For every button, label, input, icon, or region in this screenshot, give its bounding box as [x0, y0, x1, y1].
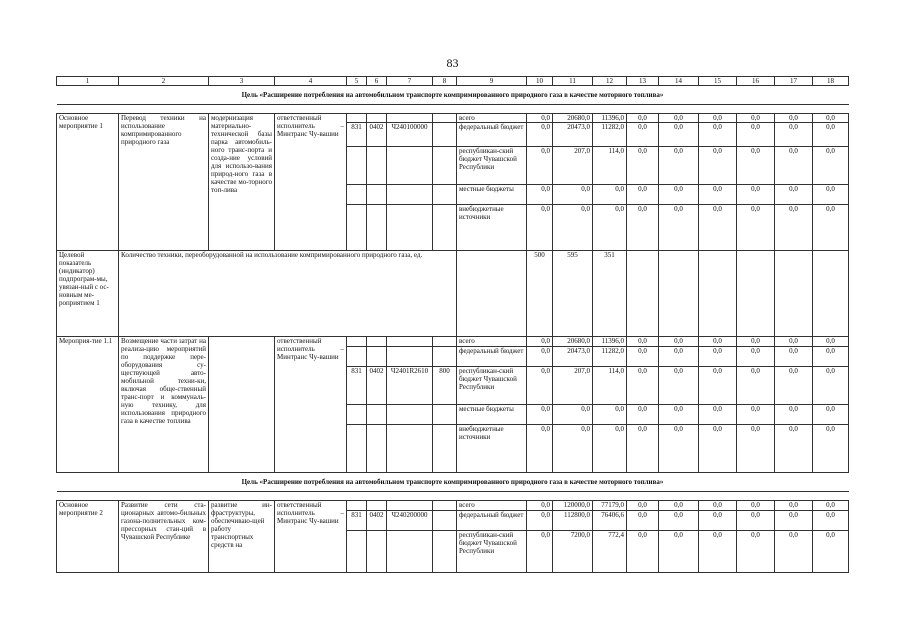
goal-title: Цель «Расширение потребления на автомобильном транспорте компримированного природного газа в качестве моторного топлива» [57, 473, 849, 492]
budget-code-c7 [387, 405, 433, 425]
funding-value: 0,0 [699, 425, 737, 473]
budget-code-c5 [347, 205, 367, 251]
funding-source: всего [457, 337, 527, 347]
funding-value: 0,0 [593, 205, 627, 251]
funding-value: 114,0 [593, 367, 627, 405]
budget-code-c5: 831 [347, 123, 367, 147]
funding-value: 0,0 [659, 185, 699, 205]
funding-value: 0,0 [813, 425, 849, 473]
funding-value: 772,4 [593, 531, 627, 573]
funding-value: 0,0 [775, 405, 813, 425]
funding-source: внебюджетные источники [457, 425, 527, 473]
target-text: Количество техники, переоборудованной на использование компримированного природного газа, ед. [119, 251, 457, 337]
funding-value: 0,0 [737, 185, 775, 205]
funding-value: 0,0 [659, 531, 699, 573]
expected-result: развитие ин-фраструктуры, обеспечиваю-щей работу транспортных средств на [209, 501, 275, 573]
column-number: 1 [57, 77, 119, 86]
funding-value: 0,0 [737, 425, 775, 473]
budget-code-c6 [367, 531, 387, 573]
funding-value: 207,0 [553, 367, 593, 405]
budget-code-c6 [367, 337, 387, 347]
funding-value: 0,0 [527, 185, 553, 205]
funding-value: 0,0 [659, 337, 699, 347]
funding-value: 0,0 [627, 205, 659, 251]
funding-value: 0,0 [627, 501, 659, 511]
funding-value: 0,0 [659, 147, 699, 185]
target-empty [659, 251, 699, 337]
program-table [56, 76, 849, 573]
funding-value: 0,0 [813, 147, 849, 185]
funding-value: 0,0 [775, 114, 813, 123]
budget-code-c7 [387, 337, 433, 347]
funding-source: республикан-ский бюджет Чувашской Республики [457, 367, 527, 405]
column-number: 16 [737, 77, 775, 86]
budget-code-c7: Ч240200000 [387, 511, 433, 531]
budget-code-c7 [387, 185, 433, 205]
budget-code-c5 [347, 347, 367, 367]
funding-value: 0,0 [737, 205, 775, 251]
column-number: 2 [119, 77, 209, 86]
funding-value: 11282,0 [593, 123, 627, 147]
funding-value: 20473,0 [553, 347, 593, 367]
funding-value: 0,0 [627, 123, 659, 147]
budget-code-c6 [367, 347, 387, 367]
measure-description: Перевод техники на использование компримированного природного газа [119, 114, 209, 251]
funding-value: 0,0 [737, 405, 775, 425]
budget-code-c6 [367, 147, 387, 185]
column-number: 13 [627, 77, 659, 86]
funding-value: 0,0 [553, 185, 593, 205]
budget-code-c8 [433, 425, 457, 473]
budget-code-c8 [433, 114, 457, 123]
target-value: 595 [553, 251, 593, 337]
funding-value: 0,0 [737, 123, 775, 147]
goal-title: Цель «Расширение потребления на автомобильном транспорте компримированного природного газа в качестве моторного топлива» [57, 86, 849, 105]
funding-value: 0,0 [737, 337, 775, 347]
budget-code-c7 [387, 205, 433, 251]
executor: ответственный исполнитель – Минтранс Чу-вашии [275, 337, 347, 473]
column-number: 4 [275, 77, 347, 86]
funding-value: 120000,0 [553, 501, 593, 511]
budget-code-c8 [433, 337, 457, 347]
page-number: 83 [446, 56, 459, 70]
budget-code-c8 [433, 531, 457, 573]
funding-value: 0,0 [775, 347, 813, 367]
funding-value: 0,0 [775, 337, 813, 347]
funding-value: 114,0 [593, 147, 627, 185]
funding-value: 0,0 [627, 531, 659, 573]
table-row [57, 337, 849, 347]
budget-code-c5 [347, 501, 367, 511]
funding-value: 0,0 [627, 511, 659, 531]
budget-code-c5: 831 [347, 367, 367, 405]
spacer-cell [57, 105, 849, 114]
funding-value: 20473,0 [553, 123, 593, 147]
budget-code-c5 [347, 531, 367, 573]
funding-value: 0,0 [775, 511, 813, 531]
target-empty [457, 251, 527, 337]
funding-value: 0,0 [699, 367, 737, 405]
column-number: 7 [387, 77, 433, 86]
budget-code-c8: 800 [433, 367, 457, 405]
column-number: 15 [699, 77, 737, 86]
budget-code-c6: 0402 [367, 123, 387, 147]
funding-value: 0,0 [527, 347, 553, 367]
funding-value: 0,0 [659, 501, 699, 511]
budget-code-c7 [387, 147, 433, 185]
funding-value: 0,0 [813, 501, 849, 511]
funding-value: 0,0 [699, 531, 737, 573]
budget-code-c6: 0402 [367, 367, 387, 405]
funding-value: 20680,0 [553, 337, 593, 347]
funding-value: 0,0 [699, 501, 737, 511]
spacer-cell [57, 492, 849, 501]
funding-value: 0,0 [593, 425, 627, 473]
funding-value: 76406,6 [593, 511, 627, 531]
funding-value: 0,0 [699, 147, 737, 185]
target-empty [737, 251, 775, 337]
budget-code-c5 [347, 185, 367, 205]
funding-value: 0,0 [699, 347, 737, 367]
funding-value: 0,0 [659, 367, 699, 405]
measure-name: Основное мероприятие 1 [57, 114, 119, 251]
budget-code-c7 [387, 425, 433, 473]
funding-value: 0,0 [813, 205, 849, 251]
funding-value: 0,0 [775, 501, 813, 511]
funding-value: 0,0 [775, 367, 813, 405]
funding-value: 0,0 [627, 185, 659, 205]
column-number: 18 [813, 77, 849, 86]
budget-code-c8 [433, 123, 457, 147]
funding-value: 11396,0 [593, 114, 627, 123]
target-label: Целевой показатель (индикатор) подпрограм-мы, увязан-ный с ос-новным ме-роприятием 1 [57, 251, 119, 337]
funding-value: 0,0 [813, 367, 849, 405]
funding-value: 0,0 [627, 347, 659, 367]
funding-value: 0,0 [699, 114, 737, 123]
funding-source: местные бюджеты [457, 405, 527, 425]
funding-value: 11282,0 [593, 347, 627, 367]
expected-result: модернизация материально-технической базы парка автомобиль-ного транс-порта и созда-ние условий для использо-вания природ-ного газа в качестве мо-торного топ-лива [209, 114, 275, 251]
budget-code-c6 [367, 205, 387, 251]
funding-value: 0,0 [659, 405, 699, 425]
budget-code-c7: Ч240100000 [387, 123, 433, 147]
funding-value: 0,0 [627, 147, 659, 185]
funding-value: 0,0 [699, 337, 737, 347]
funding-value: 0,0 [737, 114, 775, 123]
budget-code-c5 [347, 114, 367, 123]
funding-value: 0,0 [775, 185, 813, 205]
column-number: 3 [209, 77, 275, 86]
executor: ответственный исполнитель – Минтранс Чу-вашии [275, 114, 347, 251]
funding-value: 0,0 [813, 123, 849, 147]
budget-code-c8 [433, 147, 457, 185]
budget-code-c5 [347, 337, 367, 347]
target-value: 500 [527, 251, 553, 337]
funding-value: 0,0 [527, 511, 553, 531]
funding-value: 0,0 [699, 205, 737, 251]
column-number: 17 [775, 77, 813, 86]
funding-value: 0,0 [775, 123, 813, 147]
funding-value: 0,0 [699, 123, 737, 147]
budget-code-c8 [433, 185, 457, 205]
column-number: 6 [367, 77, 387, 86]
funding-value: 0,0 [699, 185, 737, 205]
funding-value: 20680,0 [553, 114, 593, 123]
funding-value: 0,0 [659, 123, 699, 147]
funding-source: федеральный бюджет [457, 123, 527, 147]
funding-value: 0,0 [659, 347, 699, 367]
column-number: 12 [593, 77, 627, 86]
budget-code-c5 [347, 425, 367, 473]
funding-value: 0,0 [775, 205, 813, 251]
funding-value: 112800,0 [553, 511, 593, 531]
funding-value: 0,0 [699, 405, 737, 425]
target-value: 351 [593, 251, 627, 337]
funding-value: 0,0 [527, 531, 553, 573]
funding-value: 0,0 [659, 114, 699, 123]
funding-value: 0,0 [813, 337, 849, 347]
budget-code-c6 [367, 425, 387, 473]
measure-name: Основное мероприятие 2 [57, 501, 119, 573]
funding-source: федеральный бюджет [457, 511, 527, 531]
budget-code-c8 [433, 347, 457, 367]
budget-code-c6: 0402 [367, 511, 387, 531]
funding-value: 0,0 [527, 205, 553, 251]
funding-value: 0,0 [527, 367, 553, 405]
funding-source: внебюджетные источники [457, 205, 527, 251]
spacer-row [57, 105, 849, 114]
target-empty [699, 251, 737, 337]
funding-value: 0,0 [527, 114, 553, 123]
funding-value: 0,0 [813, 114, 849, 123]
funding-source: республикан-ский бюджет Чувашской Республики [457, 147, 527, 185]
measure-description: Развитие сети ста-ционарных автомо-бильных газона-полнительных ком-прессорных стан-ций в Чувашской Республике [119, 501, 209, 573]
funding-source: местные бюджеты [457, 185, 527, 205]
budget-code-c6 [367, 114, 387, 123]
measure-name: Мероприя-тие 1.1 [57, 337, 119, 473]
budget-code-c7 [387, 501, 433, 511]
budget-code-c6 [367, 405, 387, 425]
funding-value: 0,0 [737, 367, 775, 405]
budget-code-c5 [347, 147, 367, 185]
funding-source: всего [457, 501, 527, 511]
column-number: 10 [527, 77, 553, 86]
column-number: 14 [659, 77, 699, 86]
funding-value: 0,0 [737, 347, 775, 367]
column-number: 11 [553, 77, 593, 86]
funding-value: 0,0 [527, 337, 553, 347]
funding-value: 0,0 [527, 501, 553, 511]
target-empty [813, 251, 849, 337]
budget-code-c7: Ч2401R2610 [387, 367, 433, 405]
funding-value: 0,0 [527, 123, 553, 147]
funding-value: 0,0 [775, 147, 813, 185]
table-row [57, 501, 849, 511]
funding-value: 0,0 [813, 531, 849, 573]
funding-value: 0,0 [593, 405, 627, 425]
funding-value: 0,0 [553, 205, 593, 251]
budget-code-c8 [433, 205, 457, 251]
funding-value: 0,0 [527, 147, 553, 185]
funding-value: 0,0 [553, 405, 593, 425]
funding-value: 0,0 [737, 147, 775, 185]
target-empty [775, 251, 813, 337]
funding-value: 0,0 [659, 205, 699, 251]
funding-value: 0,0 [527, 405, 553, 425]
column-number: 8 [433, 77, 457, 86]
funding-value: 11396,0 [593, 337, 627, 347]
funding-value: 0,0 [659, 511, 699, 531]
funding-source: федеральный бюджет [457, 347, 527, 367]
funding-value: 0,0 [553, 425, 593, 473]
column-number: 9 [457, 77, 527, 86]
funding-value: 0,0 [775, 531, 813, 573]
table-row [57, 114, 849, 123]
target-row [57, 251, 849, 337]
budget-code-c7 [387, 347, 433, 367]
budget-code-c8 [433, 501, 457, 511]
budget-code-c5 [347, 405, 367, 425]
funding-value: 0,0 [813, 347, 849, 367]
measure-description: Возмещение части затрат на реализа-цию мероприятий по поддержке пере-оборудования су-ществующей авто-мобильной техни-ки, включая обще-ственный транс-порт и коммуналь-ную технику, для использования природного газа в качестве топлива [119, 337, 209, 473]
funding-value: 207,0 [553, 147, 593, 185]
funding-value: 0,0 [737, 501, 775, 511]
budget-code-c7 [387, 114, 433, 123]
budget-code-c8 [433, 511, 457, 531]
executor: ответственный исполнитель – Минтранс Чу-вашии [275, 501, 347, 573]
funding-value: 0,0 [813, 185, 849, 205]
target-empty [627, 251, 659, 337]
goal-row [57, 86, 849, 105]
funding-value: 0,0 [627, 405, 659, 425]
funding-value: 0,0 [813, 405, 849, 425]
spacer-row [57, 492, 849, 501]
funding-value: 7200,0 [553, 531, 593, 573]
funding-value: 0,0 [659, 425, 699, 473]
budget-code-c7 [387, 531, 433, 573]
funding-value: 0,0 [737, 531, 775, 573]
column-number: 5 [347, 77, 367, 86]
budget-code-c6 [367, 185, 387, 205]
budget-code-c6 [367, 501, 387, 511]
header-row [57, 77, 849, 86]
funding-value: 0,0 [593, 185, 627, 205]
funding-value: 0,0 [737, 511, 775, 531]
budget-code-c8 [433, 405, 457, 425]
expected-result [209, 337, 275, 473]
funding-source: всего [457, 114, 527, 123]
funding-value: 0,0 [627, 367, 659, 405]
funding-value: 0,0 [527, 425, 553, 473]
budget-code-c5: 831 [347, 511, 367, 531]
funding-value: 77179,0 [593, 501, 627, 511]
funding-source: республикан-ский бюджет Чувашской Республики [457, 531, 527, 573]
funding-value: 0,0 [813, 511, 849, 531]
funding-value: 0,0 [627, 425, 659, 473]
funding-value: 0,0 [775, 425, 813, 473]
goal-row [57, 473, 849, 492]
funding-value: 0,0 [627, 114, 659, 123]
funding-value: 0,0 [699, 511, 737, 531]
funding-value: 0,0 [627, 337, 659, 347]
